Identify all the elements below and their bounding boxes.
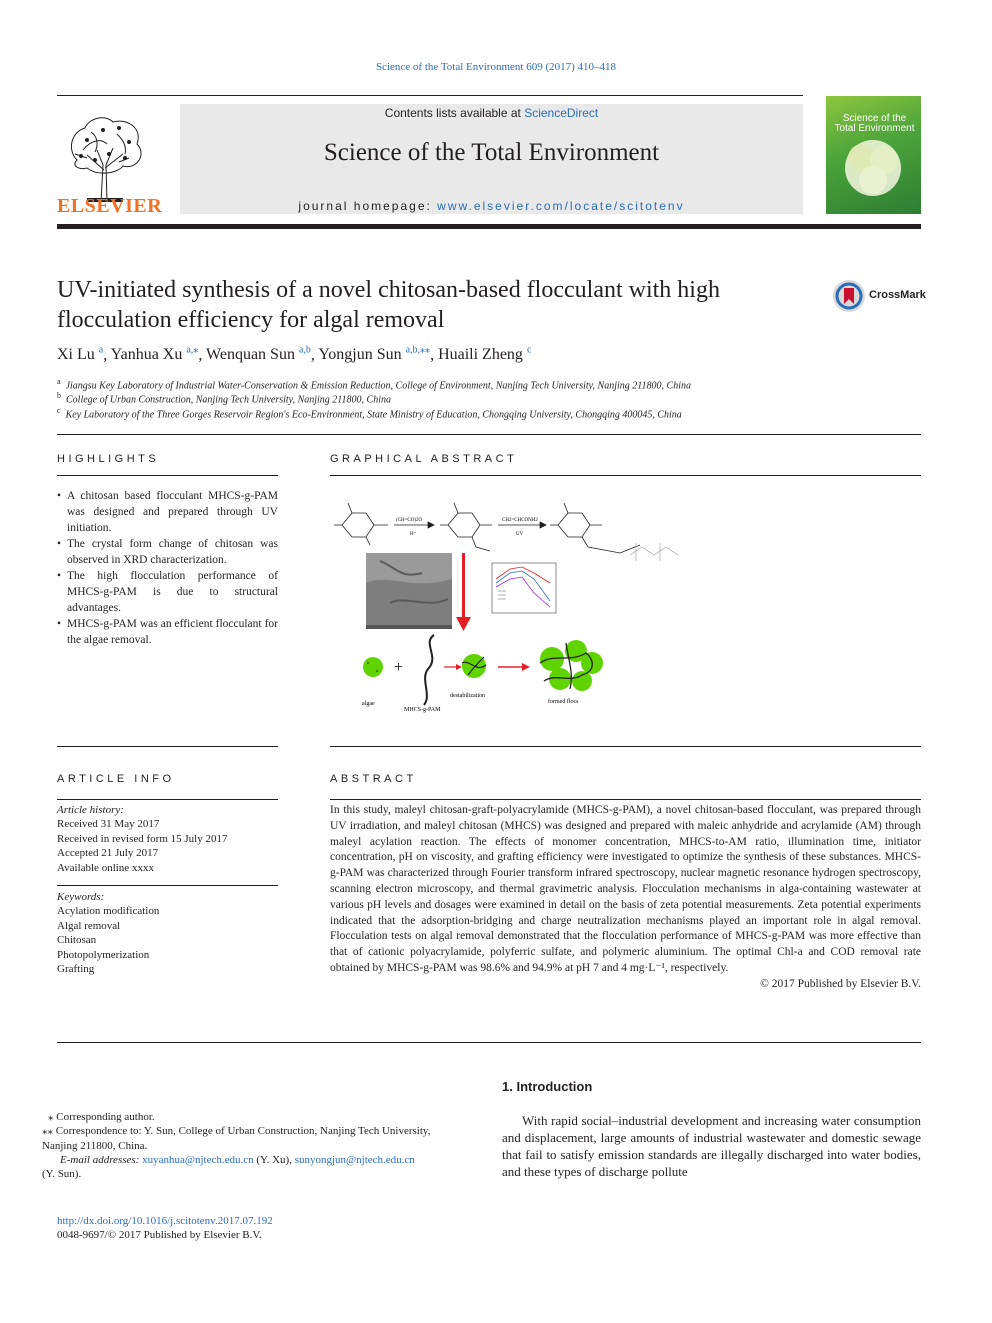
correspondence-note: ⁎⁎ Correspondence to: Y. Sun, College of Urban Construction, Nanjing Tech University, Nanjing 211800, China. bbox=[42, 1125, 431, 1152]
affiliation: $^b$ College of Urban Construction, Nanjing Tech University, Nanjing 211800, China bbox=[57, 391, 392, 406]
crossmark-label[interactable]: CrossMark bbox=[869, 289, 926, 301]
article-history: Article history: Received 31 May 2017 Received in revised form 15 July 2017 Accepted 21 July 2017 Available online xxxx bbox=[57, 804, 228, 874]
history-item: Received in revised form 15 July 2017 bbox=[57, 832, 228, 845]
footnotes bbox=[42, 1110, 467, 1181]
affiliation: $^c$ Key Laboratory of the Three Gorges Reservoir Region's Eco-Environment, State Ministry of Education, Chongqing University, Chongqing 400045, China bbox=[57, 406, 682, 421]
highlight-item: • MHCS-g-PAM was an efficient flocculant for the algae removal. bbox=[57, 616, 278, 648]
keyword: Chitosan bbox=[57, 934, 97, 947]
abstract-heading: ABSTRACT bbox=[330, 773, 417, 785]
email-owner: (Y. Sun). bbox=[42, 1168, 82, 1181]
divider bbox=[57, 885, 278, 886]
introduction-heading: 1. Introduction bbox=[502, 1079, 593, 1094]
divider bbox=[57, 1042, 921, 1043]
article-info-heading: ARTICLE INFO bbox=[57, 773, 175, 785]
flocs-label: formed flocs bbox=[548, 699, 579, 705]
highlight-item: • The crystal form change of chitosan was observed in XRD characterization. bbox=[57, 536, 278, 568]
header-thick-rule bbox=[57, 224, 921, 229]
polymer-label: MHCS-g-PAM bbox=[404, 707, 441, 713]
graphical-abstract-heading: GRAPHICAL ABSTRACT bbox=[330, 453, 518, 465]
divider bbox=[57, 746, 278, 747]
graphical-abstract-figure[interactable] bbox=[330, 483, 921, 717]
step1-condition: H⁺ bbox=[410, 532, 417, 537]
divider bbox=[330, 799, 921, 800]
cover-title: Science of the Total Environment bbox=[834, 113, 915, 134]
sciencedirect-link[interactable]: ScienceDirect bbox=[524, 106, 599, 120]
destabilized-cell bbox=[462, 654, 486, 678]
email-link[interactable]: sunyongjun@njtech.edu.cn bbox=[294, 1153, 415, 1166]
red-down-arrow bbox=[456, 553, 471, 631]
divider bbox=[57, 799, 278, 800]
formed-flocs bbox=[540, 640, 603, 691]
history-item: Accepted 21 July 2017 bbox=[57, 847, 159, 860]
author[interactable]: Wenquan Sun $^{a,b}$ bbox=[206, 345, 311, 364]
performance-chart-inset bbox=[492, 563, 556, 613]
author[interactable]: Yongjun Sun $^{a,b,⁎⁎}$ bbox=[318, 345, 431, 364]
polymer-chain bbox=[424, 635, 434, 705]
journal-citation[interactable]: Science of the Total Environment 609 (2017) 410–418 bbox=[375, 61, 617, 73]
article-title: UV-initiated synthesis of a novel chitosan-based flocculant with high flocculation efficiency for algal removal bbox=[57, 277, 720, 333]
corresponding-author-note: ⁎ Corresponding author. bbox=[48, 1111, 155, 1123]
abstract-copyright: © 2017 Published by Elsevier B.V. bbox=[760, 977, 921, 990]
step2-condition: UV bbox=[516, 532, 524, 537]
keyword: Algal removal bbox=[57, 919, 121, 932]
keyword: Acylation modification bbox=[57, 905, 160, 918]
email-addresses: E-mail addresses: xuyanhua@njtech.edu.cn (Y. Xu), sunyongjun@njtech.edu.cn bbox=[60, 1153, 415, 1166]
highlights-list bbox=[57, 488, 278, 648]
sem-micrograph bbox=[366, 553, 452, 629]
header-rule bbox=[57, 95, 803, 96]
journal-homepage: journal homepage: www.elsevier.com/locate/scitotenv bbox=[298, 199, 685, 213]
divider bbox=[330, 475, 921, 476]
elsevier-wordmark[interactable]: ELSEVIER bbox=[57, 195, 163, 217]
doi-link[interactable]: http://dx.doi.org/10.1016/j.scitotenv.2017.07.192 bbox=[57, 1215, 273, 1227]
homepage-link[interactable]: www.elsevier.com/locate/scitotenv bbox=[437, 199, 685, 213]
author[interactable]: Xi Lu $^a$ bbox=[57, 345, 104, 364]
step1-reagent: (CH=CO)2O bbox=[396, 518, 423, 523]
contents-line: Contents lists available at ScienceDirect bbox=[384, 106, 599, 120]
abstract-body bbox=[330, 803, 921, 993]
step2-reagent: CH2=CHCONH2 bbox=[502, 518, 538, 523]
abstract-text: In this study, maleyl chitosan-graft-polyacrylamide (MHCS-g-PAM), a novel chitosan-based flocculant, was prepared through UV irradiation, and maleyl chitosan (MHCS) was designed and prepared with maleic anhydride and acrylamide (AM) through maleyl acylation reaction. The effects of monomer concentration, MHCS-to-AM ratio, illumination time, initiator concentration, pH on viscosity, and grafting efficiency were investigated to optimize the synthesis of these substances. MHCS-g-PAM was characterized through Fourier transform infrared spectroscopy, nuclear magnetic resonance hydrogen spectroscopy, scanning electron microscopy, and thermal gravimetric analysis. Flocculation mechanisms in alga-containing wastewater at various pH levels and dosages were examined in detail on the basis of zeta potential measurements. Zeta potential experiments indicated that the adsorption-bridging and charge neutralization mechanisms played an important role in algal removal. Flocculation tests on algal removal demonstrated that the flocculation performance of MHCS-g-PAM was more effective than that of cationic polyacrylamide, polyferric sulfate, and polymeric aluminium. The optimal Chl-a and COD removal rate obtained by MHCS-g-PAM was 98.6% and 94.9% at pH 7 and 4 mg·L⁻¹, respectively. bbox=[330, 804, 921, 974]
algae-cell bbox=[363, 657, 383, 677]
email-link[interactable]: xuyanhua@njtech.edu.cn bbox=[142, 1153, 254, 1166]
keywords: Keywords: Acylation modification Algal removal Chitosan Photopolymerization Grafting bbox=[57, 891, 160, 976]
divider bbox=[330, 746, 921, 747]
destabilization-arrow bbox=[444, 664, 462, 670]
issn-line: 0048-9697/© 2017 Published by Elsevier B.V. bbox=[57, 1229, 262, 1242]
crossmark-icon[interactable] bbox=[832, 279, 866, 313]
reaction-scheme bbox=[334, 503, 640, 553]
keyword: Photopolymerization bbox=[57, 948, 150, 961]
destabilization-label: destabilization bbox=[450, 693, 485, 699]
doi-block bbox=[57, 1214, 273, 1243]
highlight-item: • A chitosan based flocculant MHCS-g-PAM was designed and prepared through UV initiation. bbox=[57, 488, 278, 536]
highlight-item: • The high flocculation performance of MHCS-g-PAM is due to structural advantages. bbox=[57, 568, 278, 616]
author[interactable]: Huaili Zheng $^c$ bbox=[438, 345, 532, 364]
affiliation: $^a$ Jiangsu Key Laboratory of Industrial Water-Conservation & Emission Reduction, College of Environment, Nanjing Tech University, Nanjing 211800, China bbox=[57, 377, 691, 392]
introduction-text: With rapid social–industrial development and increasing water consumption and displacement, large amounts of industrial wastewater and domestic sewage that fail to satisfy emission standards are illegally discharged into water bodies, and these types of discharge pollute bbox=[502, 1113, 921, 1179]
author-list: Xi Lu $^a$, Yanhua Xu $^{a,⁎}$, Wenquan Sun $^{a,b}$, Yongjun Sun $^{a,b,⁎⁎}$, Huaili Zheng $^c$ bbox=[57, 345, 532, 364]
divider bbox=[57, 434, 921, 435]
history-item: Available online xxxx bbox=[57, 861, 154, 874]
plus-sign: + bbox=[394, 659, 404, 676]
keyword: Grafting bbox=[57, 963, 95, 976]
author[interactable]: Yanhua Xu $^{a,⁎}$ bbox=[110, 345, 199, 364]
highlights-heading: HIGHLIGHTS bbox=[57, 453, 160, 465]
flocculation-arrow bbox=[498, 663, 530, 671]
algae-label: algae bbox=[362, 701, 375, 707]
history-item: Received 31 May 2017 bbox=[57, 818, 160, 831]
journal-title: Science of the Total Environment bbox=[323, 139, 660, 166]
divider bbox=[57, 475, 278, 476]
